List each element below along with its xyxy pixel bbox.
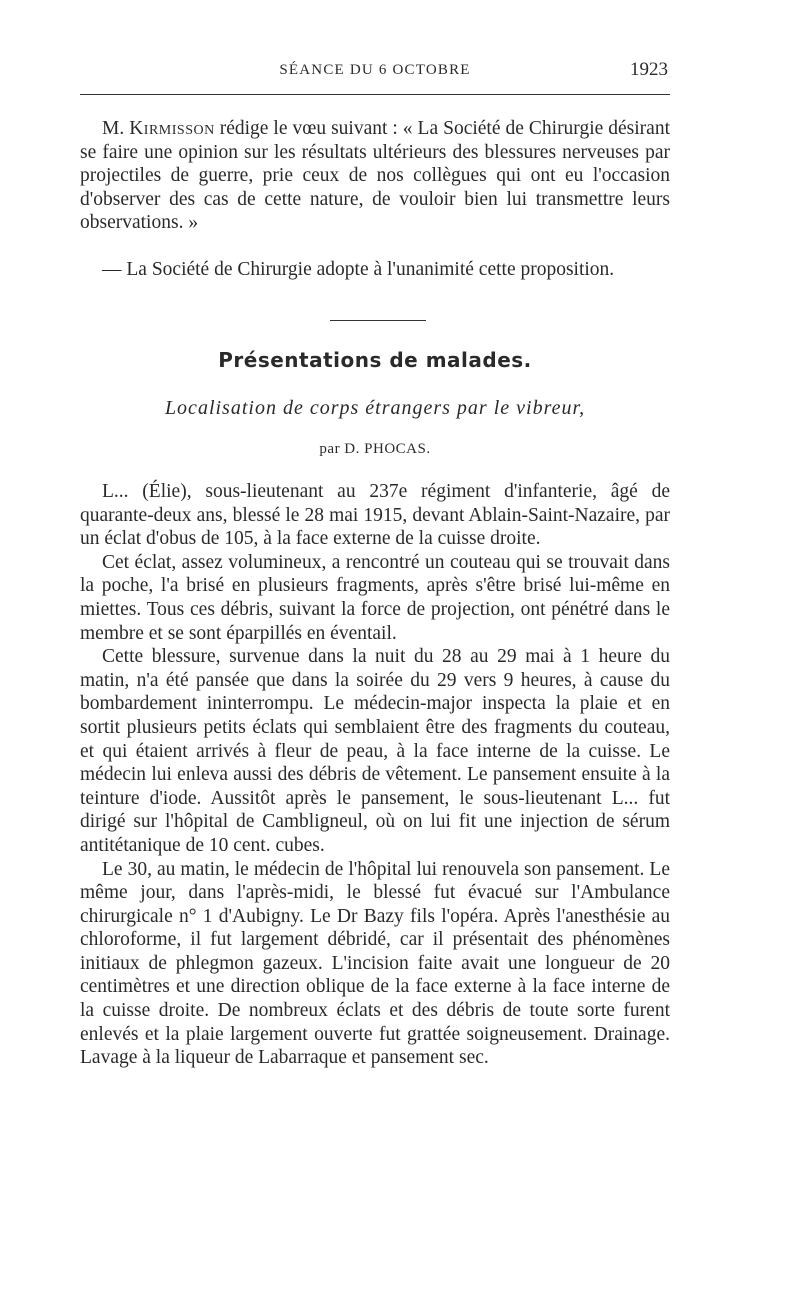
- page-header: [80, 58, 670, 84]
- kirmisson-proposal: [80, 117, 670, 235]
- section-separator: [330, 320, 426, 321]
- case-report-body: [80, 480, 670, 1070]
- body-paragraph: L... (Élie), sous-lieutenant au 237e régiment d'infanterie, âgé de quarante-deux ans, blessé le 28 mai 1915, devant Ablain-Saint-Nazaire, par un éclat d'obus de 105, à la face externe de la cuisse droite.: [80, 481, 670, 550]
- speaker-name: Kirmisson: [129, 118, 215, 139]
- proposal-paragraph: [80, 117, 670, 235]
- header-rule: [80, 94, 670, 95]
- page-number: 1923: [630, 59, 668, 80]
- body-paragraph: Cet éclat, assez volumineux, a rencontré un couteau qui se trouvait dans la poche, l'a brisé en plusieurs fragments, après s'être brisé lui-même en miettes. Tous ces débris, suivant la force de projection, ont pénétré dans le membre et se sont éparpillés en éventail.: [80, 551, 670, 644]
- adoption-block: [80, 258, 670, 282]
- body-paragraph: Le 30, au matin, le médecin de l'hôpital lui renouvela son pansement. Le même jour, dans l'après-midi, le blessé fut évacué sur l'Ambulance chirurgicale n° 1 d'Aubigny. Le Dr Bazy fils l'opéra. Après l'anesthésie au chloroforme, il fut largement débridé, car il présentait des phénomènes initiaux de phlegmon gazeux. L'incision faite avait une longueur de 20 centimètres et une direction oblique de la face externe à la face interne de la cuisse droite. De nombreux éclats et des débris de toute sorte furent enlevés et la plaie largement ouverte fut grattée soigneusement. Drainage. Lavage à la liqueur de Labarraque et pansement sec.: [80, 858, 670, 1069]
- proposal-text: rédige le vœu suivant : « La Société de Chirurgie désirant se faire une opinion sur les résultats ultérieurs des blessures nerveuses par projectiles de guerre, prie ceux de nos collègues qui ont eu l'occasion d'observer des cas de cette nature, de vouloir bien lui transmettre leurs observations. »: [80, 118, 670, 234]
- body-paragraph: Cette blessure, survenue dans la nuit du 28 au 29 mai à 1 heure du matin, n'a été pansée que dans la soirée du 29 vers 9 heures, à cause du bombardement ininterrompu. Le médecin-major inspecta la plaie et en sortit plusieurs petits éclats qui semblaient être des fragments du couteau, et qui étaient arrivés à fleur de peau, à la face interne de la cuisse. Le médecin lui enleva aussi des débris de vêtement. Le pansement ensuite à la teinture d'iode. Aussitôt après le pansement, le sous-lieutenant L... fut dirigé sur l'hôpital de Cambligneul, où on lui fit une injection de sérum antitétanique de 10 cent. cubes.: [80, 646, 670, 856]
- article-subtitle: Localisation de corps étrangers par le vibreur,: [164, 397, 586, 419]
- running-title: SÉANCE DU 6 OCTOBRE: [279, 62, 471, 78]
- adoption-paragraph: — La Société de Chirurgie adopte à l'unanimité cette proposition.: [102, 259, 615, 280]
- author-byline: par D. PHOCAS.: [319, 441, 431, 457]
- speaker-initial: M.: [102, 118, 125, 139]
- section-title: Présentations de malades.: [218, 348, 532, 372]
